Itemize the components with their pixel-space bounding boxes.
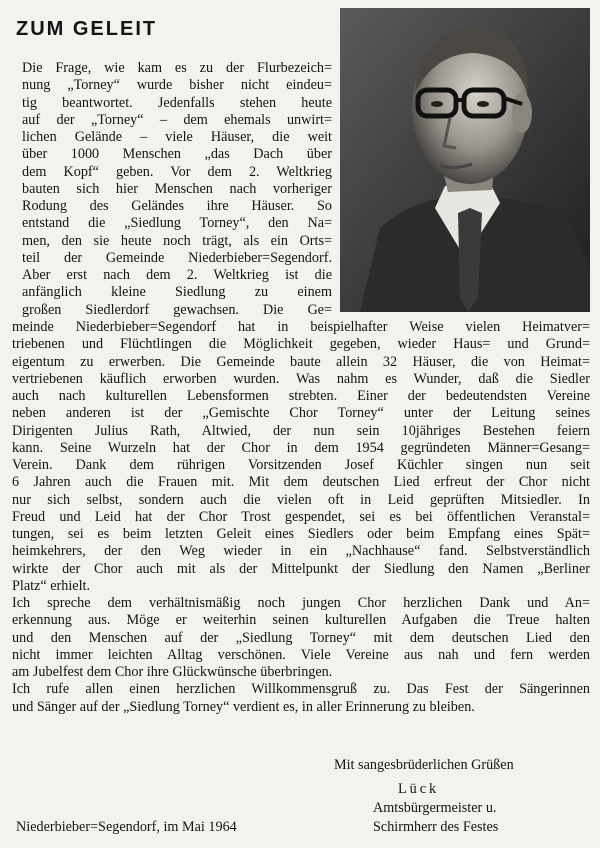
text-line: Die Frage, wie kam es zu der Flurbezeich= xyxy=(22,60,332,76)
text-line: großen Siedlerdorf gewachsen. Die Ge= xyxy=(22,301,332,318)
text-line: kann. Seine Wurzeln hat der Chor in dem 1954 gegründeten Männer=Gesang= xyxy=(12,439,590,456)
text-line: über 1000 Menschen „das Dach über xyxy=(22,146,332,163)
text-line: wirkte der Chor auch mit als der Mittelpunkt der Siedlung den Namen „Berliner xyxy=(12,560,590,577)
place-date: Niederbieber=Segendorf, im Mai 1964 xyxy=(16,819,237,835)
text-line: Freud und Leid hat der Chor Trost gespendet, sei es bei öffentlichen Veranstal= xyxy=(12,508,590,525)
text-line: Aber erst nach dem 2. Weltkrieg ist die xyxy=(22,267,332,283)
text-line: tig beantwortet. Jedenfalls stehen heute xyxy=(22,94,332,111)
text-line: Platz“ erhielt. xyxy=(12,577,90,594)
greeting: Mit sangesbrüderlichen Grüßen xyxy=(334,757,514,773)
text-line: lichen Gelände – viele Häuser, die weit xyxy=(22,129,332,145)
text-line: auch nach kulturellen Lebensformen strebten. Einer der bedeutendsten Vereine xyxy=(12,388,590,404)
text-line: neben anderen ist der „Gemischte Chor Torney“ unter der Leitung seines xyxy=(12,405,590,422)
text-line: am Jubelfest dem Chor ihre Glückwünsche überbringen. xyxy=(12,664,333,680)
text-line: auf der „Torney“ – dem ehemals unwirt= xyxy=(22,111,332,128)
text-line: Ich rufe allen einen herzlichen Willkommensgruß zu. Das Fest der Sängerinnen xyxy=(12,681,590,698)
text-line: erkennung aus. Möge er weiterhin seinen kulturellen Aufgaben die Treue halten xyxy=(12,612,590,629)
text-line: und den Menschen auf der „Siedlung Torney“ mit dem deutschen Lied den xyxy=(12,629,590,646)
text-line: heimkehrers, der den Weg wieder in ein „Nachhause“ fand. Selbstverständlich xyxy=(12,543,590,560)
text-line: entstand die „Siedlung Torney“, den Na= xyxy=(22,215,332,232)
text-line: Verein. Dank dem rührigen Vorsitzenden Josef Küchler singen nun seit xyxy=(12,457,590,473)
text-line: Rodung des Geländes ihre Häuser. So xyxy=(22,198,332,214)
text-line: nung „Torney“ wurde bisher nicht eindeu= xyxy=(22,77,332,94)
signer-name: Lück xyxy=(398,781,440,797)
text-line: 6 Jahren auch die Frauen mit. Mit dem deutschen Lied erfreut der Chor nicht xyxy=(12,474,590,491)
text-line: Dirigenten Julius Rath, Altwied, der nun sein 10jähriges Bestehen feiern xyxy=(12,422,590,439)
intro-column xyxy=(22,60,332,319)
text-line: und Sänger auf der „Siedlung Torney“ verdient es, in aller Erinnerung zu bleiben. xyxy=(12,698,475,715)
text-line: nur sich selbst, sondern auch die vielen oft in Leid geprüften Mitsiedler. In xyxy=(12,491,590,508)
text-line: tungen, sei es beim letzten Geleit eines Siedlers oder beim Empfang eines Spät= xyxy=(12,526,590,542)
body-text xyxy=(12,319,590,716)
signer-role-1: Amtsbürgermeister u. xyxy=(373,800,497,816)
portrait-photo xyxy=(340,8,590,312)
text-line: teil der Gemeinde Niederbieber=Segendorf. xyxy=(22,249,332,266)
text-line: dem Kopf“ geben. Vor dem 2. Weltkrieg xyxy=(22,163,332,180)
text-line: bauten sich hier Menschen nach vorheriger xyxy=(22,180,332,197)
text-line: nicht immer leichten Alltag verschönen. Viele Vereine aus nah und fern werden xyxy=(12,646,590,663)
text-line: Ich spreche dem verhältnismäßig noch jungen Chor herzlichen Dank und An= xyxy=(12,595,590,611)
text-line: vertriebenen käuflich erworben wurden. Was nahm es Wunder, daß die Siedler xyxy=(12,370,590,387)
text-line: anfänglich kleine Siedlung zu einem xyxy=(22,284,332,301)
text-line: triebenen und Flüchtlingen die Möglichkeit gegeben, wieder Haus= und Grund= xyxy=(12,336,590,353)
signer-role-2: Schirmherr des Festes xyxy=(373,819,499,835)
text-line: meinde Niederbieber=Segendorf hat in beispielhafter Weise vielen Heimatver= xyxy=(12,319,590,335)
text-line: men, den sie heute noch trägt, als ein Orts= xyxy=(22,232,332,249)
page-title: ZUM GELEIT xyxy=(16,18,158,40)
text-line: eigentum zu erwerben. Die Gemeinde baute allein 32 Häuser, die von Heimat= xyxy=(12,353,590,370)
